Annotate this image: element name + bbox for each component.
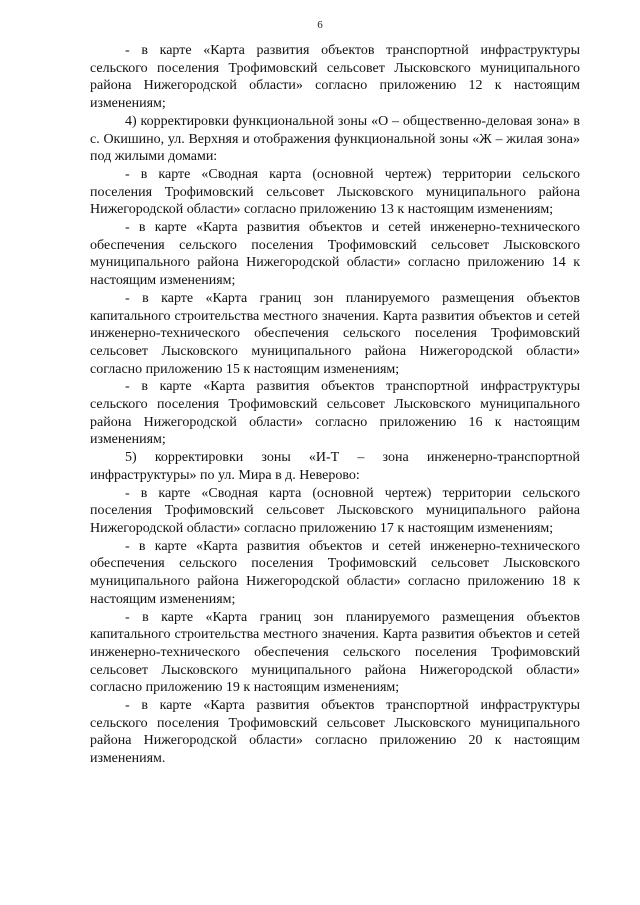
paragraph-1: - в карте «Карта развития объектов транспортной инфраструктуры сельского поселения Трофимовский сельсовет Лысковского муниципального района Нижегородской области» согласно приложению 12 к настоящим изменениям; [90,43,580,112]
paragraph-10: - в карте «Карта границ зон планируемого размещения объектов капитального строительства местного значения. Карта развития объектов и сетей инженерно-технического обеспечения сельского поселения Трофимовский сельсовет Лысковского муниципального района Нижегородской области» согласно приложению 19 к настоящим изменениям; [90,609,580,696]
paragraph-8: - в карте «Сводная карта (основной чертеж) территории сельского поселения Трофимовский сельсовет Лысковского муниципального района Нижегородской области» согласно приложению 17 к настоящим изменениям; [90,485,580,536]
paragraph-9: - в карте «Карта развития объектов и сетей инженерно-технического обеспечения сельского поселения Трофимовский сельсовет Лысковского муниципального района Нижегородской области» согласно приложению 18 к настоящим изменениям; [90,538,580,607]
document-body [90,42,580,768]
paragraph-6: - в карте «Карта развития объектов транспортной инфраструктуры сельского поселения Трофимовский сельсовет Лысковского муниципального района Нижегородской области» согласно приложению 16 к настоящим изменениям; [90,379,580,448]
page-number: 6 [317,19,323,31]
paragraph-7: 5) корректировки зоны «И-Т – зона инженерно-транспортной инфраструктуры» по ул. Мира в д. Неверово: [90,450,580,483]
paragraph-3: - в карте «Сводная карта (основной чертеж) территории сельского поселения Трофимовский сельсовет Лысковского муниципального района Нижегородской области» согласно приложению 13 к настоящим изменениям; [90,166,580,218]
paragraph-11: - в карте «Карта развития объектов транспортной инфраструктуры сельского поселения Трофимовский сельсовет Лысковского муниципального района Нижегородской области» согласно приложению 20 к настоящим изменениям. [90,698,580,767]
paragraph-4: - в карте «Карта развития объектов и сетей инженерно-технического обеспечения сельского поселения Трофимовский сельсовет Лысковского муниципального района Нижегородской области» согласно приложению 14 к настоящим изменениям; [90,220,580,289]
paragraph-5: - в карте «Карта границ зон планируемого размещения объектов капитального строительства местного значения. Карта развития объектов и сетей инженерно-технического обеспечения сельского поселения Трофимовский сельсовет Лысковского муниципального района Нижегородской области» согласно приложению 15 к настоящим изменениям; [90,290,580,377]
paragraph-2: 4) корректировки функциональной зоны «О – общественно-деловая зона» в с. Окишино, ул. Верхняя и отображения функциональной зоны «Ж – жилая зона» под жилыми домами: [90,113,580,165]
